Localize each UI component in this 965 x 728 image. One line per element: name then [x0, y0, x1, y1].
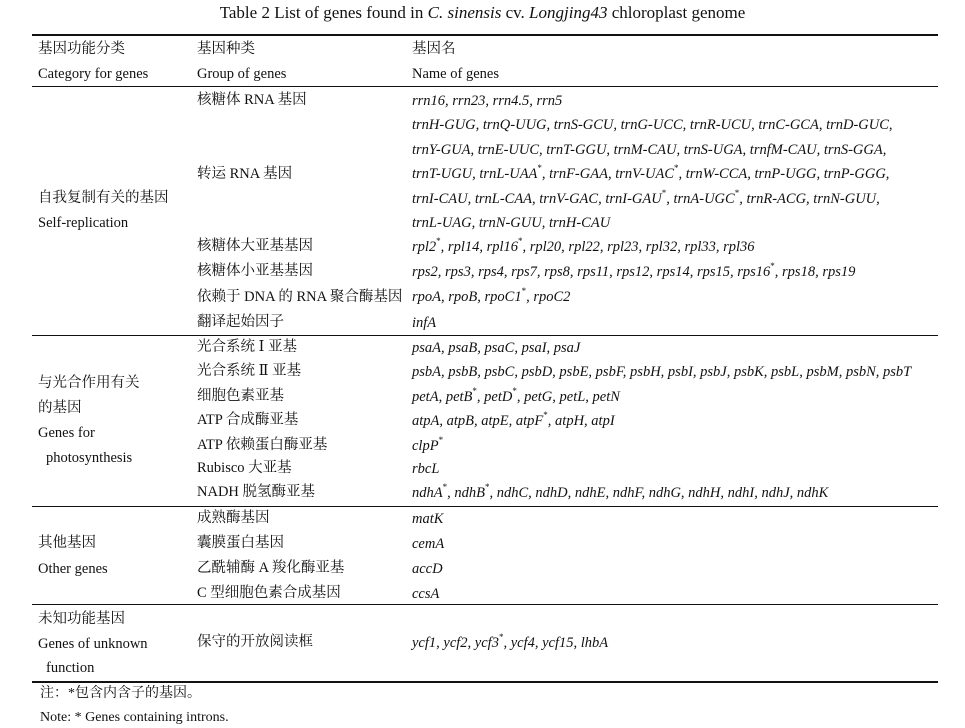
- group-transfer-rna: 转运 RNA 基因: [197, 166, 293, 182]
- genes-large-ribosomal-subunit: rpl2*, rpl14, rpl16*, rpl20, rpl22, rpl23, rpl32, rpl33, rpl36: [412, 236, 755, 255]
- header-name-cn: 基因名: [412, 41, 456, 57]
- group-photosystem-2: 光合系统 Ⅱ 亚基: [197, 363, 302, 379]
- genes-atp-protease: clpP*: [412, 435, 444, 454]
- group-ribosomal-rna: 核糖体 RNA 基因: [197, 92, 307, 108]
- genes-maturase: matK: [412, 511, 444, 527]
- category-self-replication-en: Self-replication: [38, 215, 129, 231]
- genes-ribosomal-rna: rrn16, rrn23, rrn4.5, rrn5: [412, 93, 563, 109]
- group-cytochrome: 细胞色素亚基: [197, 388, 284, 404]
- genes-envelope-protein: cemA: [412, 536, 445, 552]
- note-en: Note: * Genes containing introns.: [40, 710, 229, 725]
- trna-line-5: trnL-UAG, trnN-GUU, trnH-CAU: [412, 215, 611, 231]
- genes-acetyl-coa: accD: [412, 561, 443, 577]
- group-conserved-orf: 保守的开放阅读框: [197, 634, 313, 650]
- group-nadh: NADH 脱氢酶亚基: [197, 484, 316, 500]
- group-atp-synthase: ATP 合成酶亚基: [197, 412, 299, 428]
- trna-line-1: trnH-GUG, trnQ-UUG, trnS-GCU, trnG-UCC, trnR-UCU, trnC-GCA, trnD-GUC,: [412, 117, 893, 133]
- category-other-en: Other genes: [38, 561, 108, 577]
- section-divider-3: [32, 604, 938, 605]
- header-name-en: Name of genes: [412, 66, 499, 82]
- group-rubisco: Rubisco 大亚基: [197, 460, 292, 476]
- genes-transfer-rna: [412, 113, 893, 236]
- category-other-cn: 其他基因: [38, 535, 96, 551]
- category-photosynthesis-cn-2: 的基因: [38, 400, 82, 416]
- genes-c-type-cytochrome: ccsA: [412, 586, 440, 602]
- genes-nadh: ndhA*, ndhB*, ndhC, ndhD, ndhE, ndhF, ndhG, ndhH, ndhI, ndhJ, ndhK: [412, 482, 829, 501]
- table-title: [0, 3, 965, 23]
- group-rna-polymerase: 依赖于 DNA 的 RNA 聚合酶基因: [197, 289, 403, 305]
- genes-photosystem-2: psbA, psbB, psbC, psbD, psbE, psbF, psbH, psbI, psbJ, psbK, psbL, psbM, psbN, psbT: [412, 364, 912, 380]
- title-middle: cv.: [501, 3, 530, 22]
- intron-marker: *: [512, 386, 517, 397]
- genes-rubisco: rbcL: [412, 461, 440, 477]
- intron-marker: *: [436, 236, 441, 247]
- header-group-cn: 基因种类: [197, 41, 255, 57]
- title-prefix: Table 2 List of genes found in: [219, 3, 428, 22]
- group-maturase: 成熟酶基因: [197, 510, 270, 526]
- intron-marker: *: [498, 632, 504, 643]
- section-divider-2: [32, 506, 938, 507]
- intron-marker: *: [661, 187, 667, 198]
- category-unknown-en-1: Genes of unknown: [38, 636, 148, 652]
- group-small-ribosomal-subunit: 核糖体小亚基基因: [197, 263, 313, 279]
- intron-marker: *: [543, 410, 548, 421]
- intron-marker: *: [674, 163, 679, 174]
- title-suffix: chloroplast genome: [607, 3, 746, 22]
- intron-marker: *: [734, 187, 740, 198]
- category-photosynthesis-en-2: photosynthesis: [46, 450, 133, 466]
- intron-marker: *: [472, 386, 477, 397]
- trna-line-4: trnI-CAU, trnL-CAA, trnV-GAC, trnI-GAU*, trnA-UGC*, trnR-ACG, trnN-GUU,: [412, 187, 880, 207]
- intron-marker: *: [442, 482, 448, 493]
- title-cultivar: Longjing43: [529, 3, 608, 22]
- genes-cytochrome: petA, petB*, petD*, petG, petL, petN: [412, 386, 620, 405]
- group-photosystem-1: 光合系统 Ⅰ 亚基: [197, 339, 297, 355]
- group-translation-initiation: 翻译起始因子: [197, 314, 284, 330]
- genes-translation-initiation: infA: [412, 315, 437, 331]
- category-self-replication-cn: 自我复制有关的基因: [38, 190, 169, 206]
- group-c-type-cytochrome: C 型细胞色素合成基因: [197, 585, 341, 601]
- group-atp-protease: ATP 依赖蛋白酶亚基: [197, 437, 328, 453]
- category-photosynthesis-cn-1: 与光合作用有关: [38, 375, 140, 391]
- group-envelope-protein: 囊膜蛋白基因: [197, 535, 284, 551]
- intron-marker: *: [521, 286, 527, 297]
- genes-small-ribosomal-subunit: rps2, rps3, rps4, rps7, rps8, rps11, rps12, rps14, rps15, rps16*, rps18, rps19: [412, 261, 856, 280]
- header-category-cn: 基因功能分类: [38, 41, 125, 57]
- bottom-rule: [32, 681, 938, 683]
- group-acetyl-coa: 乙酰辅酶 A 羧化酶亚基: [197, 560, 345, 576]
- header-group-en: Group of genes: [197, 66, 287, 82]
- genes-rna-polymerase: rpoA, rpoB, rpoC1*, rpoC2: [412, 286, 571, 305]
- genes-conserved-orf: ycf1, ycf2, ycf3*, ycf4, ycf15, lhbA: [412, 632, 609, 651]
- category-unknown-en-2: function: [46, 660, 95, 676]
- category-photosynthesis-en-1: Genes for: [38, 425, 95, 441]
- trna-line-3: trnT-UGU, trnL-UAA*, trnF-GAA, trnV-UAC*, trnW-CCA, trnP-UGG, trnP-GGG,: [412, 163, 890, 182]
- intron-marker: *: [484, 482, 490, 493]
- header-category-en: Category for genes: [38, 66, 149, 82]
- genes-atp-synthase: atpA, atpB, atpE, atpF*, atpH, atpI: [412, 410, 615, 429]
- category-unknown-cn: 未知功能基因: [38, 611, 125, 627]
- group-large-ribosomal-subunit: 核糖体大亚基基因: [197, 238, 313, 254]
- intron-marker: *: [770, 261, 775, 272]
- intron-marker: *: [537, 163, 542, 174]
- genes-photosystem-1: psaA, psaB, psaC, psaI, psaJ: [412, 340, 581, 356]
- intron-marker: *: [438, 435, 444, 446]
- title-species: C. sinensis: [427, 3, 502, 22]
- note-cn: 注：*包含内含子的基因。: [40, 686, 201, 701]
- top-rule: [32, 34, 938, 36]
- intron-marker: *: [518, 236, 523, 247]
- trna-line-2: trnY-GUA, trnE-UUC, trnT-GGU, trnM-CAU, trnS-UGA, trnfM-CAU, trnS-GGA,: [412, 141, 887, 158]
